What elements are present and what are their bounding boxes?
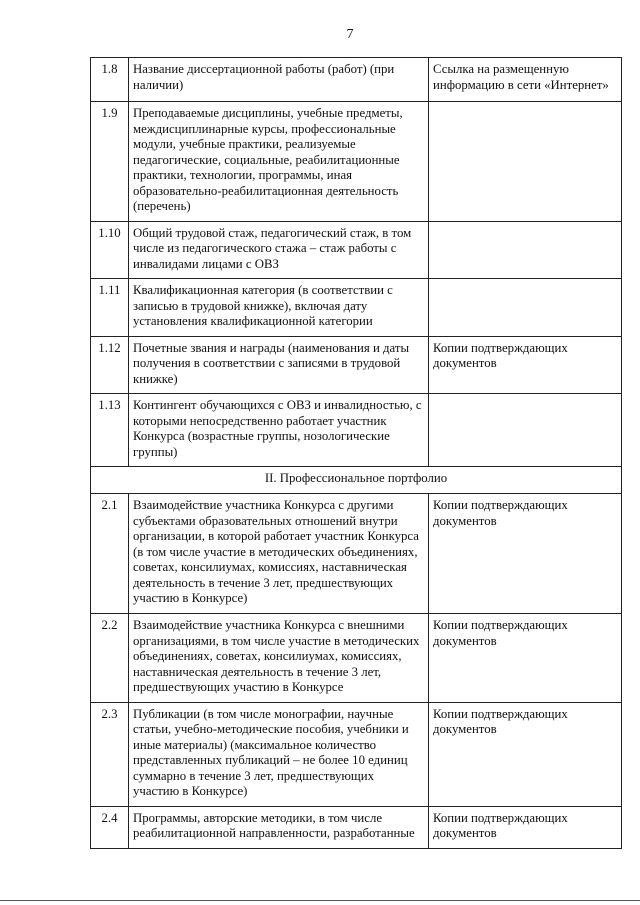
row-description: Программы, авторские методики, в том числе реабилитационной направленности, разработанные — [129, 806, 429, 848]
table-row — [91, 702, 622, 806]
row-description: Публикации (в том числе монографии, научные статьи, учебно-методические пособия, учебники и иные материалы) (максимальное количество представленных публикаций – не более 10 единиц суммарно в течение 3 лет, предшествующих участию в Конкурсе) — [129, 702, 429, 806]
row-note — [429, 279, 622, 337]
row-description: Взаимодействие участника Конкурса с другими субъектами образовательных отношений внутри организации, в которой работает участник Конкурса (в том числе участие в методических объединениях, советах, консилиумах, комиссиях, наставническая деятельность в течение 3 лет, предшествующих участию в Конкурсе) — [129, 494, 429, 614]
row-description: Почетные звания и награды (наименования и даты получения в соответствии с записями в трудовой книжке) — [129, 336, 429, 394]
row-number: 1.11 — [91, 279, 129, 337]
table-row — [91, 394, 622, 467]
row-note: Ссылка на размещенную информацию в сети «Интернет» — [429, 58, 622, 102]
page-number: 7 — [346, 27, 354, 42]
table-row — [91, 221, 622, 279]
row-description: Преподаваемые дисциплины, учебные предметы, междисциплинарные курсы, профессиональные модули, учебные практики, реализуемые педагогические, социальные, реабилитационные практики, технологии, программы, иная образовательно-реабилитационная деятельность (перечень) — [129, 102, 429, 222]
row-note — [429, 394, 622, 467]
row-note: Копии подтверждающих документов — [429, 806, 622, 848]
table-row — [91, 58, 622, 102]
table-row — [91, 279, 622, 337]
table-row — [91, 102, 622, 222]
document-table — [90, 57, 622, 849]
row-note: Копии подтверждающих документов — [429, 702, 622, 806]
table-row — [91, 614, 622, 703]
row-description: Контингент обучающихся с ОВЗ и инвалидностью, с которыми непосредственно работает участник Конкурса (возрастные группы, нозологические группы) — [129, 394, 429, 467]
row-note: Копии подтверждающих документов — [429, 336, 622, 394]
row-number: 2.3 — [91, 702, 129, 806]
table-row — [91, 806, 622, 848]
table-row — [91, 494, 622, 614]
row-note: Копии подтверждающих документов — [429, 614, 622, 703]
table-row — [91, 336, 622, 394]
section-header-row — [91, 467, 622, 494]
row-number: 1.9 — [91, 102, 129, 222]
row-note — [429, 221, 622, 279]
page-bottom-rule — [0, 900, 640, 901]
row-note: Копии подтверждающих документов — [429, 494, 622, 614]
row-number: 2.2 — [91, 614, 129, 703]
row-number: 1.8 — [91, 58, 129, 102]
row-note — [429, 102, 622, 222]
row-number: 1.10 — [91, 221, 129, 279]
row-description: Квалификационная категория (в соответствии с записью в трудовой книжке), включая дату установления квалификационной категории — [129, 279, 429, 337]
row-description: Общий трудовой стаж, педагогический стаж, в том числе из педагогического стажа – стаж работы с инвалидами лицами с ОВЗ — [129, 221, 429, 279]
row-number: 1.12 — [91, 336, 129, 394]
row-number: 1.13 — [91, 394, 129, 467]
table-body — [91, 58, 622, 849]
row-description: Название диссертационной работы (работ) (при наличии) — [129, 58, 429, 102]
section-title: II. Профессиональное портфолио — [91, 467, 622, 494]
row-number: 2.1 — [91, 494, 129, 614]
row-number: 2.4 — [91, 806, 129, 848]
row-description: Взаимодействие участника Конкурса с внешними организациями, в том числе участие в методических объединениях, советах, консилиумах, комиссиях, наставническая деятельность в течение 3 лет, предшествующих участию в Конкурсе — [129, 614, 429, 703]
